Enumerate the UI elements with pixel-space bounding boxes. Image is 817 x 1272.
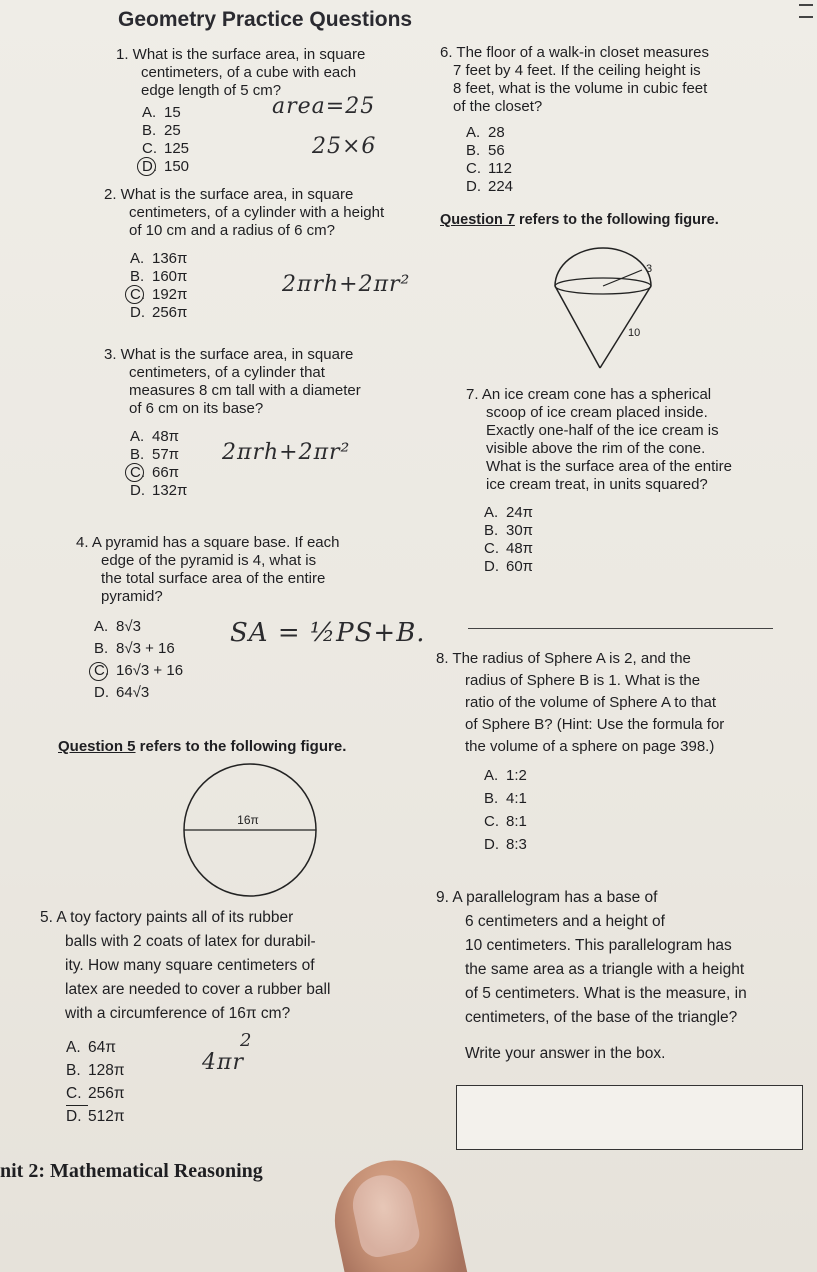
q7-choice-c[interactable]: C. 48π bbox=[484, 540, 534, 557]
q9-instruction: Write your answer in the box. bbox=[465, 1045, 666, 1062]
q1-handwriting-mult: 25×6 bbox=[312, 134, 377, 159]
q9-stem: 9. A parallelogram has a base of 6 centimeters and a height of 10 centimeters. This parallelogram has the same area as a triangle with a height of 5 centimeters. What is the measure, in centimeters, of the base of the triangle? bbox=[436, 889, 747, 1026]
cone-left-edge bbox=[555, 286, 600, 368]
q5-choice-c[interactable]: C. 256π bbox=[48, 1082, 440, 1105]
question-6 bbox=[440, 44, 810, 196]
q5-choice-a[interactable]: A. 64π bbox=[66, 1039, 116, 1056]
q8-choices bbox=[436, 764, 806, 856]
page-title: Geometry Practice Questions bbox=[118, 8, 413, 31]
q4-stem: 4. A pyramid has a square base. If each edge of the pyramid is 4, what is the total surface area of the entire pyramid? bbox=[76, 534, 340, 605]
q4-choice-c[interactable]: C. 16√3 + 16 bbox=[76, 660, 416, 682]
q7-stem: 7. An ice cream cone has a spherical scoop of ice cream placed inside. Exactly one-half of the ice cream is visible above the rim of the cone. What is the surface area of the entire ice cream treat, in units squared? bbox=[466, 386, 732, 493]
q7-choices bbox=[466, 504, 796, 576]
q4-handwriting: SA = ½PS+B. bbox=[230, 618, 426, 648]
q2-choice-a[interactable]: A. 136π bbox=[130, 250, 188, 267]
question-9 bbox=[436, 886, 811, 1066]
unit-footer: nit 2: Mathematical Reasoning bbox=[0, 1160, 263, 1182]
cone-figure bbox=[540, 244, 670, 372]
question-3 bbox=[104, 346, 434, 500]
q2-choice-c[interactable]: C. 192π bbox=[112, 286, 434, 304]
q6-choice-b[interactable]: B. 56 bbox=[466, 142, 505, 159]
q5-choice-b[interactable]: B. 128π bbox=[66, 1062, 125, 1079]
section-divider bbox=[468, 628, 773, 629]
q1-stem: 1. What is the surface area, in square centimeters, of a cube with each edge length of 5 cm? bbox=[116, 46, 366, 99]
q6-choices bbox=[440, 124, 810, 196]
q8-stem: 8. The radius of Sphere A is 2, and the radius of Sphere B is 1. What is the ratio of the volume of Sphere A to that of Sphere B? (Hint: Use the formula for the volume of a sphere on page 398.) bbox=[436, 650, 725, 755]
answer-circle bbox=[125, 285, 144, 304]
q7-choice-d[interactable]: D. 60π bbox=[484, 558, 534, 575]
q3-choice-a[interactable]: A. 48π bbox=[130, 428, 180, 445]
q9-answer-box[interactable] bbox=[456, 1085, 803, 1150]
q2-stem: 2. What is the surface area, in square centimeters, of a cylinder with a height of 10 cm and a radius of 6 cm? bbox=[104, 186, 385, 239]
q1-choice-c[interactable]: C. 125 bbox=[142, 140, 190, 157]
q3-choice-c[interactable]: C. 66π bbox=[112, 464, 434, 482]
q7-choice-a[interactable]: A. 24π bbox=[484, 504, 534, 521]
q1-choice-a[interactable]: A. 15 bbox=[142, 104, 181, 121]
question-8 bbox=[436, 648, 806, 856]
q6-choice-d[interactable]: D. 224 bbox=[466, 178, 514, 195]
q5-stem: 5. A toy factory paints all of its rubber balls with 2 coats of latex for durabil- ity. How many square centimeters of latex are needed to cover a rubber ball with a circumference of 16π cm? bbox=[40, 909, 331, 1022]
q1-handwriting-area: area=25 bbox=[272, 94, 376, 119]
question-2 bbox=[104, 186, 434, 322]
q2-choice-b[interactable]: B. 160π bbox=[130, 268, 188, 285]
answer-circle bbox=[125, 463, 144, 482]
question-5 bbox=[40, 906, 440, 1128]
q6-choice-c[interactable]: C. 112 bbox=[466, 160, 512, 177]
corner-mark bbox=[799, 4, 813, 18]
q3-stem: 3. What is the surface area, in square centimeters, of a cylinder that measures 8 cm tall with a diameter of 6 cm on its base? bbox=[104, 346, 361, 417]
q4-choice-d[interactable]: D. 64√3 bbox=[94, 684, 150, 701]
radius-label: 3 bbox=[646, 263, 653, 275]
q7-choice-b[interactable]: B. 30π bbox=[484, 522, 534, 539]
question-7 bbox=[466, 386, 796, 576]
q1-choice-d[interactable]: D. 150 bbox=[124, 158, 416, 176]
q8-choice-d[interactable]: D. 8:3 bbox=[484, 836, 527, 853]
q5-choice-d[interactable]: D. 512π bbox=[66, 1108, 125, 1125]
q4-choice-a[interactable]: A. 8√3 bbox=[94, 618, 141, 635]
q2-handwriting: 2πrh+2πr² bbox=[282, 272, 411, 297]
answer-circle bbox=[137, 157, 156, 176]
q5-handwriting: 4πr bbox=[202, 1050, 244, 1075]
q4-choice-b[interactable]: B. 8√3 + 16 bbox=[94, 640, 175, 657]
q3-handwriting: 2πrh+2πr² bbox=[222, 440, 351, 465]
q5-handwriting-exponent: 2 bbox=[240, 1030, 253, 1051]
q2-choice-d[interactable]: D. 256π bbox=[130, 304, 188, 321]
q6-stem: 6. The floor of a walk-in closet measures 7 feet by 4 feet. If the ceiling height is 8 feet, what is the volume in cubic feet of the closet? bbox=[440, 44, 710, 115]
q8-choice-c[interactable]: C. 8:1 bbox=[484, 813, 527, 830]
q3-choice-b[interactable]: B. 57π bbox=[130, 446, 180, 463]
q6-choice-a[interactable]: A. 28 bbox=[466, 124, 505, 141]
cone-right-edge bbox=[600, 286, 651, 368]
q8-choice-a[interactable]: A. 1:2 bbox=[484, 767, 527, 784]
q8-choice-b[interactable]: B. 4:1 bbox=[484, 790, 527, 807]
q1-choice-b[interactable]: B. 25 bbox=[142, 122, 181, 139]
slant-label: 10 bbox=[628, 327, 641, 339]
q7-reference-line: Question 7 refers to the following figure. bbox=[440, 212, 719, 228]
answer-circle bbox=[89, 662, 108, 681]
sphere-figure bbox=[180, 760, 320, 900]
sphere-circumference-label: 16π bbox=[237, 813, 259, 827]
q3-choice-d[interactable]: D. 132π bbox=[130, 482, 188, 499]
q5-reference-line: Question 5 refers to the following figure. bbox=[58, 738, 347, 755]
